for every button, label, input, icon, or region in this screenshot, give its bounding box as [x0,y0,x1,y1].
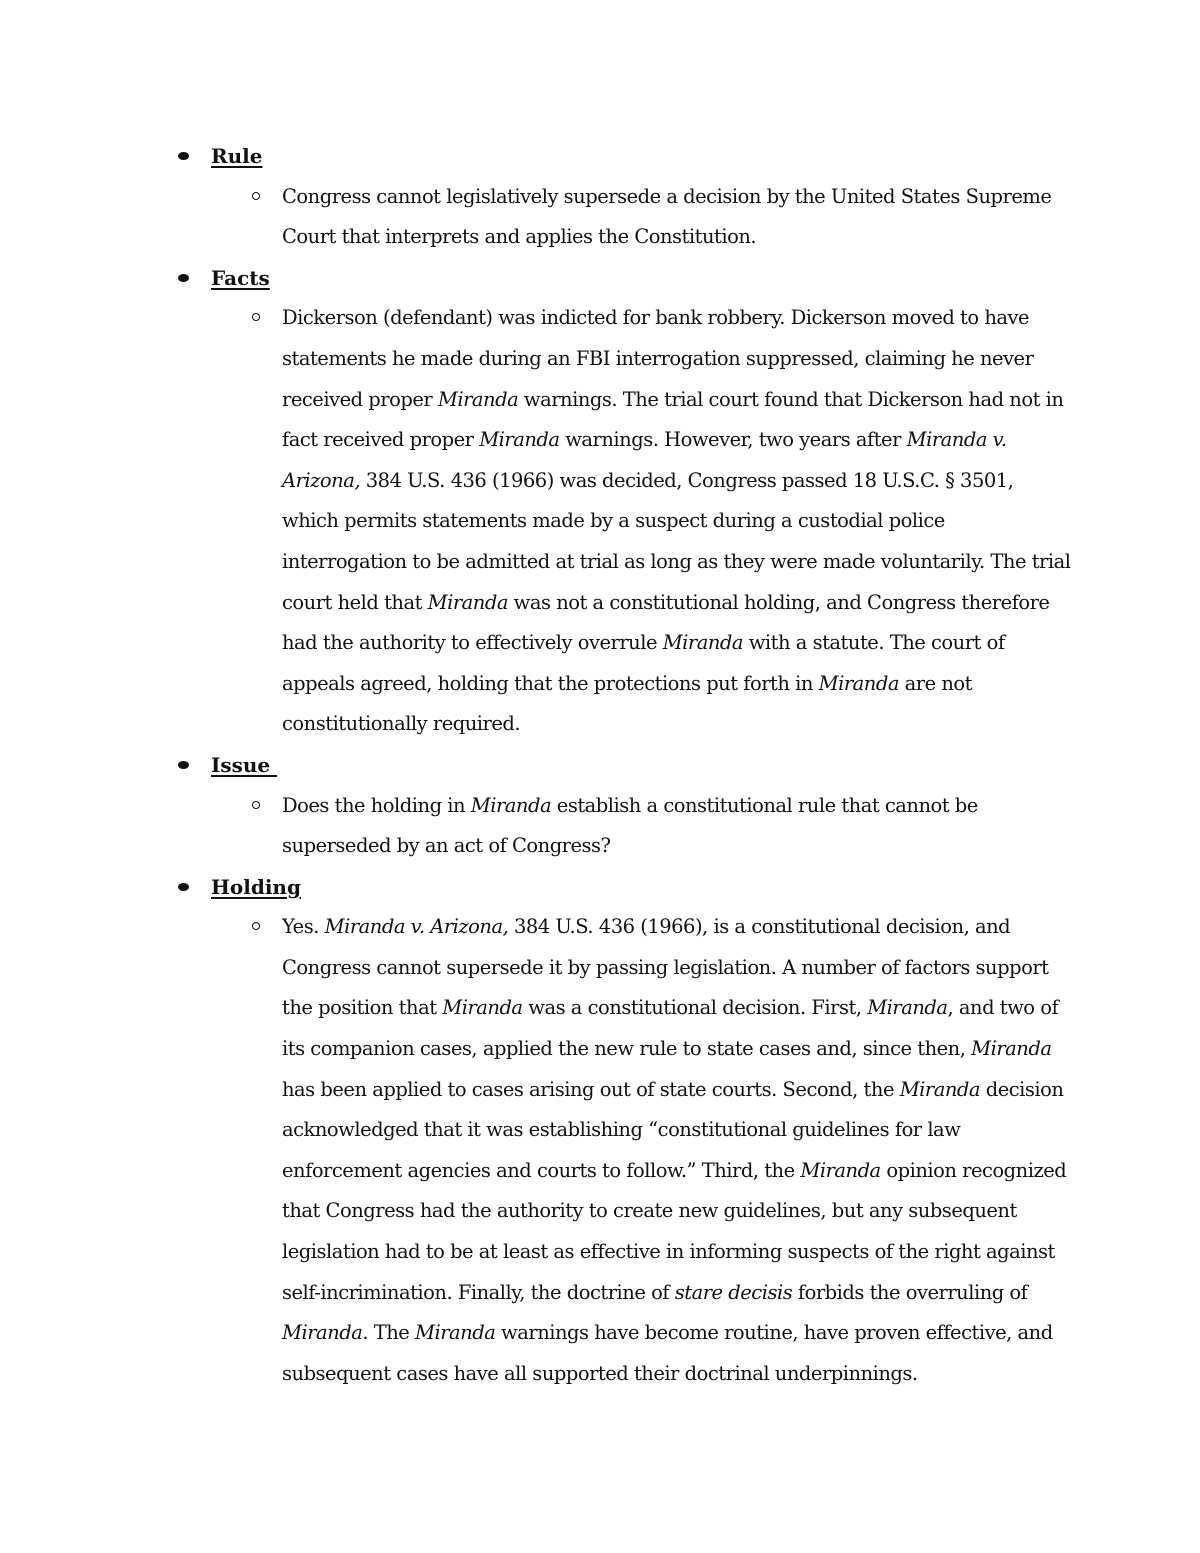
text-run: establish a constitutional rule that cannot be superseded by an act of Congress? [282,793,978,858]
italic-text-run: stare decisis [674,1280,793,1304]
text-run: , and two of its companion cases, applied the new rule to state cases and, since then, [282,996,1059,1061]
italic-text-run: Miranda [899,1077,981,1101]
hollow-bullet-icon [252,801,260,809]
section-issue [175,745,1075,867]
italic-text-run: Miranda [437,387,519,411]
hollow-bullet-icon [252,313,260,321]
text-run: warnings. However, two years after [559,428,907,452]
text-run: decision acknowledged that it was establishing “constitutional guidelines for law enforcement agencies and courts to follow.” Third, the [282,1077,1064,1182]
section-body [175,907,1075,1394]
section-heading-row [175,867,1075,908]
italic-text-run: Miranda [479,428,560,452]
section-heading: Facts [211,265,270,290]
text-run: has been applied to cases arising out of state courts. Second, the [282,1077,900,1101]
text-run: with a statute. The court of appeals agreed, holding that the protections put forth in [282,631,1005,695]
text-run: 384 U.S. 436 (1966), is a constitutional decision, and Congress cannot supersede it by passing legislation. A number of factors support the position that [282,915,1049,1020]
hollow-bullet-icon [252,192,260,200]
italic-text-run: Miranda [662,631,744,655]
italic-text-run: Miranda [470,793,552,817]
section-heading-row [175,136,1075,177]
text-run: Does the holding in [282,793,471,817]
section-body [175,298,1075,745]
hollow-bullet-icon [252,922,260,930]
text-run: warnings have become routine, have proven effective, and subsequent cases have all supported their doctrinal underpinnings. [282,1321,1053,1385]
text-run: Congress cannot legislatively supersede a decision by the United States Supreme Court that interprets and applies the Constitution. [282,184,1052,249]
section-body [175,786,1075,867]
italic-text-run: Miranda [800,1158,881,1182]
section-heading-row [175,745,1075,786]
text-run: Dickerson (defendant) was indicted for bank robbery. Dickerson moved to have statements he made during an FBI interrogation suppressed, claiming he never received proper [282,306,1034,411]
text-run: . The [362,1321,416,1345]
filled-bullet-icon [178,761,189,769]
italic-text-run: Miranda [971,1037,1052,1061]
italic-text-run: Miranda v. Arizona, [282,428,1007,492]
section-facts [175,258,1075,745]
filled-bullet-icon [178,152,189,160]
text-run: warnings. The trial court found that Dickerson had not in fact received proper [282,387,1064,452]
case-brief [175,136,1075,1394]
section-rule [175,136,1075,258]
text-run: are not constitutionally required. [282,671,972,736]
section-paragraph [282,907,1072,1394]
filled-bullet-icon [178,274,189,282]
section-paragraph [282,298,1072,745]
text-run: was a constitutional decision. First, [522,996,868,1020]
section-heading-row [175,258,1075,299]
section-holding [175,867,1075,1395]
italic-text-run: Miranda v. Arizona, [324,915,509,939]
text-run: was not a constitutional holding, and Congress therefore had the authority to effectively overrule [282,590,1050,655]
text-run: Yes. [282,915,325,939]
section-heading: Holding [211,874,301,899]
italic-text-run: Miranda [282,1321,363,1345]
italic-text-run: Miranda [442,996,523,1020]
italic-text-run: Miranda [818,671,899,695]
section-body [175,177,1075,258]
text-run: opinion recognized that Congress had the authority to create new guidelines, but any subsequent legislation had to be at least as effective in informing suspects of the right against self-incrimination. Finally, the doctrine of [282,1158,1067,1304]
section-heading: Rule [211,144,263,168]
filled-bullet-icon [178,883,189,891]
italic-text-run: Miranda [427,590,508,614]
italic-text-run: Miranda [415,1321,496,1345]
text-run: 384 U.S. 436 (1966) was decided, Congress passed 18 U.S.C. § 3501, which permits statements made by a suspect during a custodial police interrogation to be admitted at trial as long as they were made voluntarily. The trial court held that [282,468,1071,614]
italic-text-run: Miranda [867,996,948,1020]
text-run: forbids the overruling of [792,1280,1028,1304]
section-paragraph [282,786,1072,867]
section-paragraph [282,177,1072,258]
section-heading: Issue [211,752,278,777]
